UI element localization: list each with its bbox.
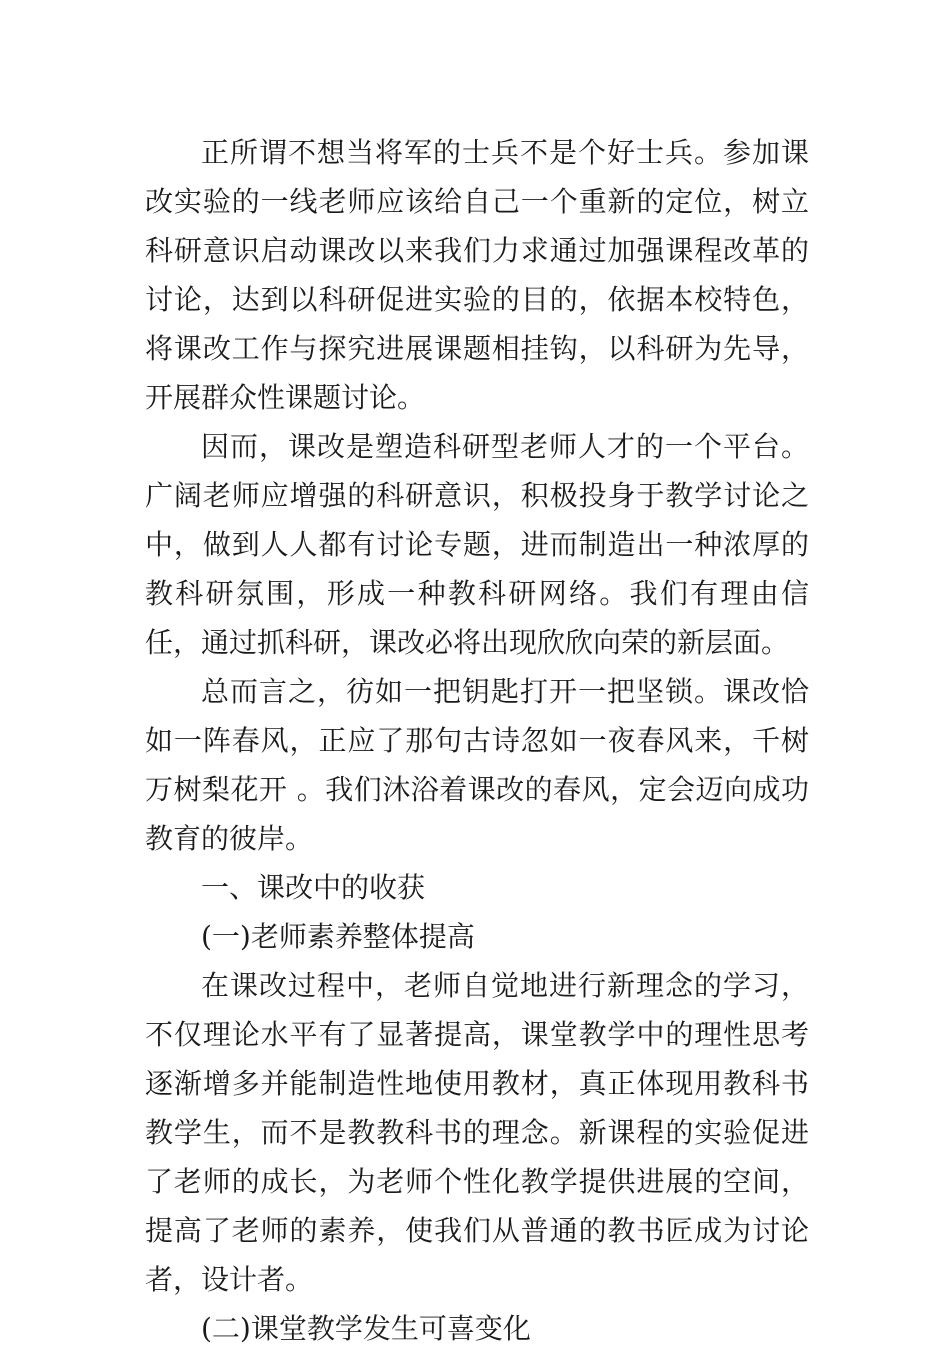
paragraph-research-awareness: 正所谓不想当将军的士兵不是个好士兵。参加课改实验的一线老师应该给自己一个重新的定位，树立科研意识启动课改以来我们力求通过加强课程改革的讨论，达到以科研促进实验的目的，依据本校特色，将课改工作与探究进展课题相挂钩，以科研为先导，开展群众性课题讨论。 [145,136,809,414]
section-heading-harvest: 一、课改中的收获 [201,871,426,904]
paragraph-research-platform: 因而，课改是塑造科研型老师人才的一个平台。广阔老师应增强的科研意识，积极投身于教学讨论之中，做到人人都有讨论专题，进而制造出一种浓厚的教科研氛围，形成一种教科研网络。我们有理由信任，通过抓科研，课改必将出现欣欣向荣的新层面。 [145,430,809,659]
paragraph-spring-wind: 总而言之，彷如一把钥匙打开一把坚锁。课改恰如一阵春风，正应了那句古诗忽如一夜春风来，千树万树梨花开 。我们沐浴着课改的春风，定会迈向成功教育的彼岸。 [145,675,809,855]
paragraph-teacher-growth: 在课改过程中，老师自觉地进行新理念的学习，不仅理论水平有了显著提高，课堂教学中的理性思考逐渐增多并能制造性地使用教材，真正体现用教科书教学生，而不是教教科书的理念。新课程的实验促进了老师的成长，为老师个性化教学提供进展的空间，提高了老师的素养，使我们从普通的教书匠成为讨论者，设计者。 [145,969,809,1296]
document-body [145,128,809,1353]
subsection-heading-classroom-change: (二)课堂教学发生可喜变化 [201,1312,531,1345]
subsection-heading-teacher-quality: (一)老师素养整体提高 [201,920,475,953]
